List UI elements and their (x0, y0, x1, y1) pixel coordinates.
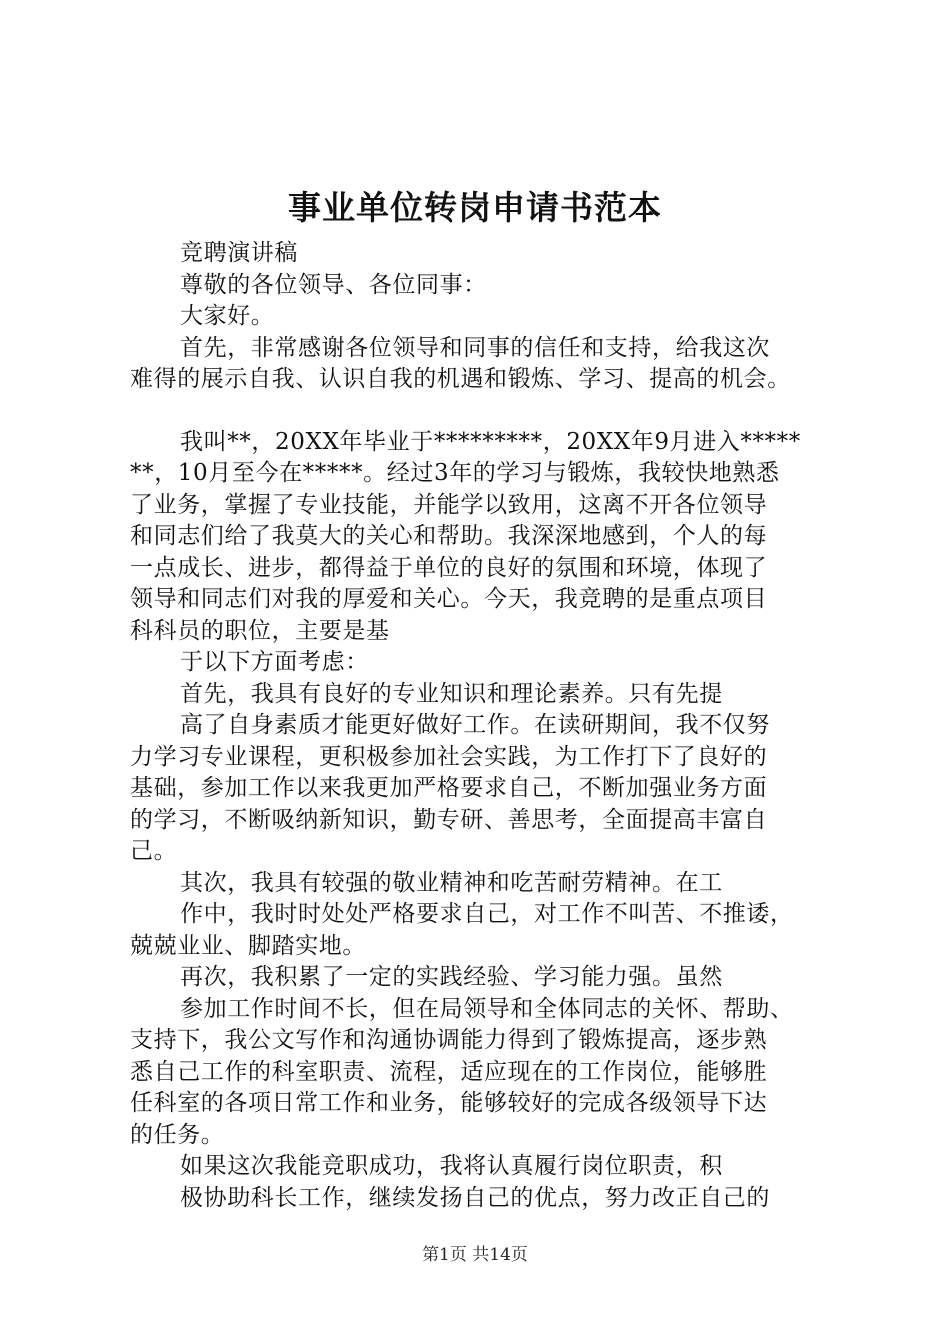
paragraph-line: 己。 (130, 838, 178, 864)
paragraph-line: **，10月至今在*****。经过3年的学习与锻炼，我较快地熟悉 (130, 460, 780, 486)
paragraph-line: 如果这次我能竞职成功，我将认真履行岗位职责，积 (180, 1153, 723, 1179)
paragraph-line: 了业务，掌握了专业技能，并能学以致用，这离不开各位领导 (130, 491, 768, 518)
document-body (130, 238, 840, 1214)
paragraph-line: 任科室的各项日常工作和业务，能够较好的完成各级领导下达 (130, 1090, 768, 1116)
paragraph-line: 于以下方面考虑： (180, 649, 369, 675)
paragraph-line: 难得的展示自我、认识自我的机遇和锻炼、学习、提高的机会。 (130, 366, 791, 392)
paragraph-line: 的学习，不断吸纳新知识，勤专研、善思考，全面提高丰富自 (130, 806, 768, 833)
paragraph-line: 竞聘演讲稿 (180, 240, 298, 266)
paragraph-line: 领导和同志们对我的厚爱和关心。今天，我竞聘的是重点项目 (130, 586, 768, 612)
paragraph-line: 兢兢业业、脚踏实地。 (130, 932, 366, 959)
paragraph-line: 极协助科长工作，继续发扬自己的优点，努力改正自己的 (180, 1184, 770, 1211)
paragraph-line: 和同志们给了我莫大的关心和帮助。我深深地感到，个人的每 (130, 523, 768, 549)
paragraph-line: 参加工作时间不长，但在局领导和全体同志的关怀、帮助、 (180, 995, 794, 1022)
paragraph-line: 再次，我积累了一定的实践经验、学习能力强。虽然 (180, 964, 723, 990)
paragraph-gap (130, 396, 840, 427)
paragraph-line: 首先，我具有良好的专业知识和理论素养。只有先提 (180, 680, 723, 707)
paragraph-line: 的任务。 (130, 1121, 225, 1148)
paragraph-line: 尊敬的各位领导、各位同事： (180, 271, 487, 298)
document-title: 事业单位转岗申请书范本 (288, 188, 662, 227)
page-number-footer: 第1页 共14页 (422, 1245, 528, 1265)
paragraph-line: 悉自己工作的科室职责、流程，适应现在的工作岗位，能够胜 (130, 1058, 768, 1085)
paragraph-line: 大家好。 (180, 303, 275, 329)
paragraph-line: 一点成长、进步，都得益于单位的良好的氛围和环境，体现了 (130, 554, 768, 581)
paragraph-line: 作中，我时时处处严格要求自己，对工作不叫苦、不推诿， (180, 901, 794, 927)
paragraph-line: 基础，参加工作以来我更加严格要求自己，不断加强业务方面 (130, 775, 768, 801)
paragraph-line: 科科员的职位，主要是基 (130, 617, 390, 644)
paragraph-line: 力学习专业课程，更积极参加社会实践，为工作打下了良好的 (130, 743, 768, 770)
paragraph-line: 高了自身素质才能更好做好工作。在读研期间，我不仅努 (180, 712, 770, 738)
paragraph-line: 支持下，我公文写作和沟通协调能力得到了锻炼提高，逐步熟 (130, 1027, 768, 1053)
paragraph-line: 其次，我具有较强的敬业精神和吃苦耐劳精神。在工 (180, 869, 723, 896)
paragraph-line: 我叫**，20XX年毕业于*********，20XX年9月进入***** (180, 428, 801, 455)
paragraph-line: 首先，非常感谢各位领导和同事的信任和支持，给我这次 (180, 334, 770, 361)
